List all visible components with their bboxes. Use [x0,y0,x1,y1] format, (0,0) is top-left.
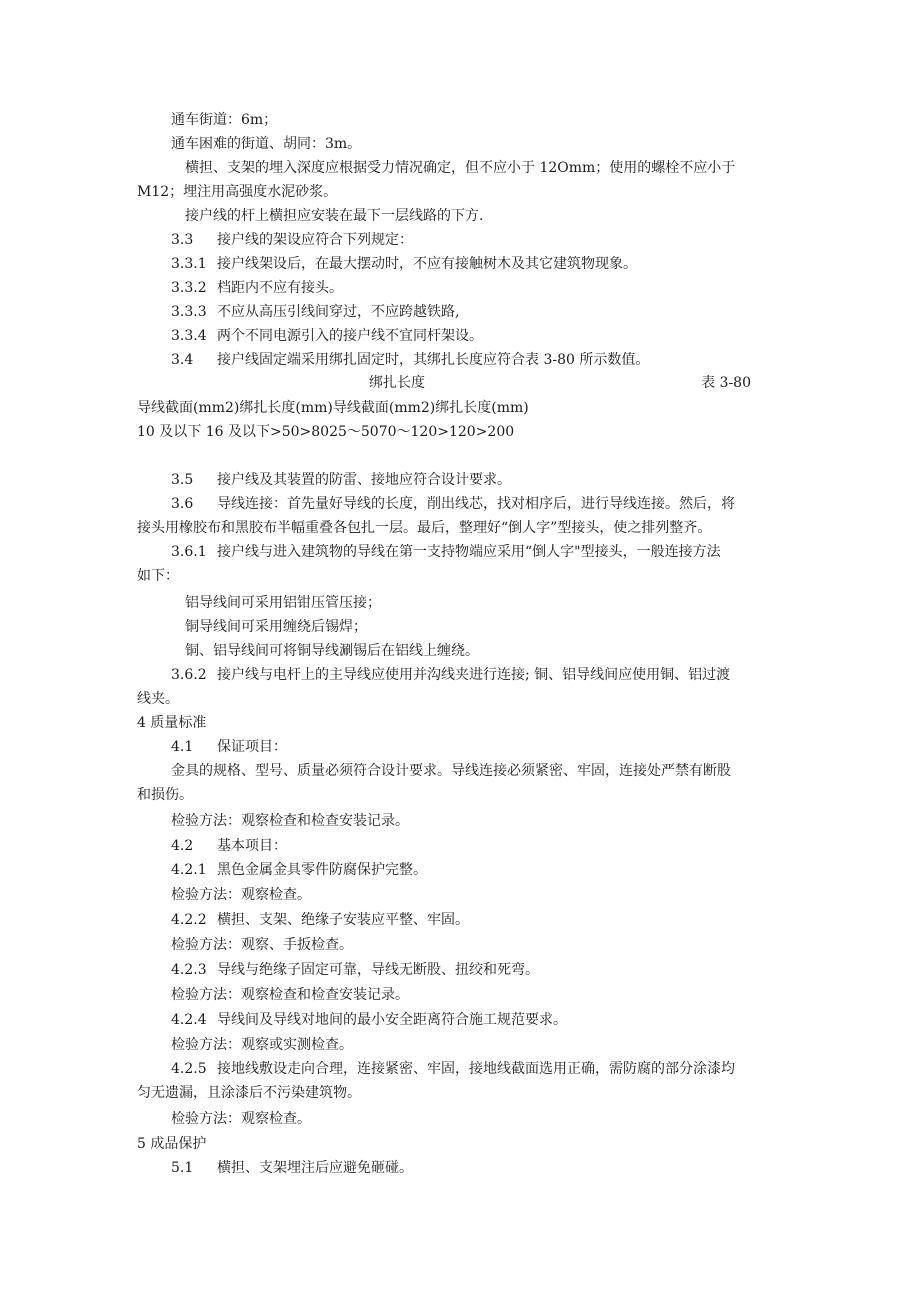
paragraph-line: 匀无遗漏，且涂漆后不污染建筑物。 [137,1085,361,1101]
clause-number: 5.1 [171,1160,194,1176]
clause-number: 3.3 [171,232,194,248]
method-line: 检验方法：观察检查和检查安装记录。 [171,987,409,1003]
clause-text: 接户线架设后，在最大摆动时，不应有接触树木及其它建筑物现象。 [217,256,637,272]
paragraph-line: 接户线的杆上横担应安装在最下一层线路的下方. [185,208,484,224]
table-header-line: 导线截面(mm2)绑扎长度(mm)导线截面(mm2)绑扎长度(mm) [137,400,529,416]
clause-4-2-2 [171,910,469,930]
method-line: 检验方法：观察检查和检查安装记录。 [171,813,409,829]
clause-5-1 [171,1158,413,1178]
clause-3-6-1 [171,542,721,562]
clause-text: 接地线敷设走向合理，连接紧密、牢固，接地线截面选用正确，需防腐的部分涂漆均 [217,1061,735,1077]
clause-number: 4.2.5 [171,1061,207,1077]
method-line: 检验方法：观察检查。 [171,1111,311,1127]
clause-3-3-4 [171,326,483,346]
paragraph-line: 通车街道：6m； [171,112,278,128]
paragraph-line: 和损伤。 [137,787,193,803]
clause-text: 不应从高压引线间穿过，不应跨越铁路, [217,304,460,320]
clause-3-5 [171,470,511,490]
clause-number: 4.2.4 [171,1012,207,1028]
clause-text: 两个不同电源引入的接户线不宜同杆架设。 [217,328,483,344]
paragraph-line: 接头用橡胶布和黑胶布半幅重叠各包扎一层。最后，整理好“倒人字”型接头，使之排列整齐。 [137,520,712,536]
table-row-line: 10 及以下 16 及以下>50>8025～5070～120>120>200 [137,424,515,440]
paragraph-line: 线夹。 [137,691,179,707]
clause-number: 3.3.3 [171,304,207,320]
clause-text: 横担、支架埋注后应避免砸碰。 [217,1160,413,1176]
clause-text: 接户线的架设应符合下列规定： [217,232,413,248]
clause-number: 4.2.2 [171,912,207,928]
clause-text: 保证项目： [217,739,287,755]
clause-3-3 [171,230,413,250]
clause-3-6 [171,494,735,514]
clause-text: 横担、支架、绝缘子安装应平整、牢固。 [217,912,469,928]
clause-text: 导线连接：首先量好导线的长度，削出线芯，找对相序后，进行导线连接。然后，将 [217,496,735,512]
clause-number: 4.2.1 [171,862,207,878]
clause-text: 黑色金属金具零件防腐保护完整。 [217,862,427,878]
list-item: 铜、铝导线间可将铜导线涮锡后在铝线上缠绕。 [185,643,479,659]
clause-number: 3.6.1 [171,544,207,560]
clause-number: 3.3.4 [171,328,207,344]
clause-number: 3.5 [171,472,194,488]
clause-4-2-5 [171,1059,735,1079]
clause-3-3-2 [171,278,343,298]
clause-4-2-4 [171,1010,567,1030]
clause-3-4 [171,350,649,370]
table-caption [137,373,783,393]
clause-text: 接户线与进入建筑物的导线在第一支持物端应采用“倒人字"型接头，一般连接方法 [217,544,721,560]
paragraph-line: M12；埋注用高强度水泥砂浆。 [137,184,338,200]
clause-number: 3.4 [171,352,194,368]
method-line: 检验方法：观察或实测检查。 [171,1037,353,1053]
paragraph-line: 横担、支架的埋入深度应根据受力情况确定，但不应小于 12Omm；使用的螺栓不应小于 [185,160,736,176]
clause-text: 接户线固定端采用绑扎固定时，其绑扎长度应符合表 3-80 所示数值。 [217,352,650,368]
clause-4-1 [171,737,287,757]
chapter-heading: 4 质量标准 [137,715,207,731]
paragraph-line: 通车困难的街道、胡同：3m。 [171,136,362,152]
method-line: 检验方法：观察、手扳检查。 [171,937,353,953]
table-number: 表 3-80 [701,375,751,391]
chapter-heading: 5 成品保护 [137,1136,207,1152]
clause-text: 接户线及其装置的防雷、接地应符合设计要求。 [217,472,511,488]
table-title: 绑扎长度 [369,375,425,391]
paragraph-line: 如下： [137,568,179,584]
clause-text: 档距内不应有接头。 [217,280,343,296]
clause-number: 3.3.2 [171,280,207,296]
clause-text: 接户线与电杆上的主导线应使用并沟线夹进行连接; 铜、铝导线间应使用铜、铝过渡 [217,667,731,683]
clause-number: 4.2 [171,838,194,854]
clause-text: 基本项目： [217,838,287,854]
clause-3-3-1 [171,254,637,274]
clause-number: 3.6.2 [171,667,207,683]
clause-4-2 [171,836,287,856]
clause-number: 3.6 [171,496,194,512]
clause-number: 3.3.1 [171,256,207,272]
clause-text: 导线间及导线对地间的最小安全距离符合施工规范要求。 [217,1012,567,1028]
paragraph-line: 金具的规格、型号、质量必须符合设计要求。导线连接必须紧密、牢固，连接处严禁有断股 [171,763,731,779]
clause-number: 4.2.3 [171,962,207,978]
list-item: 铝导线间可采用铝钳压管压接； [185,595,381,611]
clause-4-2-3 [171,960,539,980]
clause-number: 4.1 [171,739,194,755]
list-item: 铜导线间可采用缠绕后锡焊； [185,619,367,635]
clause-3-6-2 [171,665,730,685]
method-line: 检验方法：观察检查。 [171,887,311,903]
clause-text: 导线与绝缘子固定可靠，导线无断股、扭绞和死弯。 [217,962,539,978]
clause-3-3-3 [171,302,459,322]
clause-4-2-1 [171,860,427,880]
